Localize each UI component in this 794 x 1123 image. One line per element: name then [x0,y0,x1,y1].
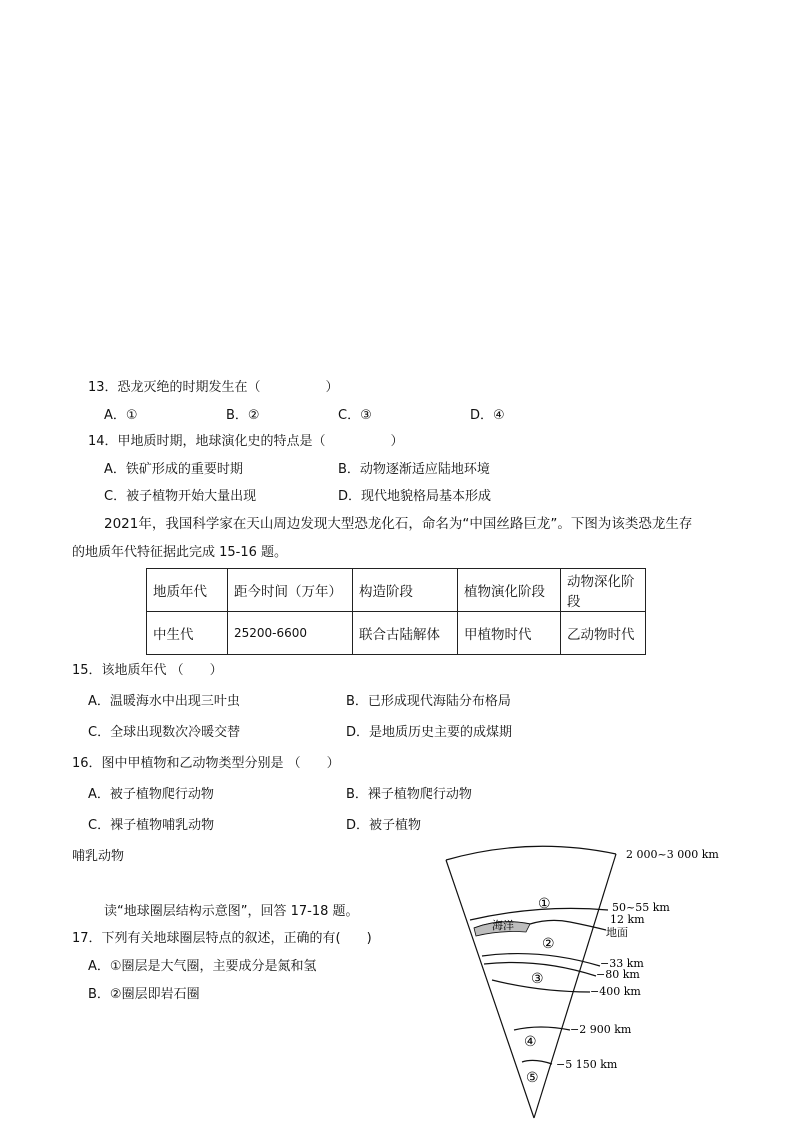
table-header-cell: 植物演化阶段 [458,569,561,612]
q13-option-b: B．② [226,408,260,423]
geologic-era-table [146,568,646,655]
table-cell: 中生代 [147,612,228,655]
q16-option-b: B．裸子植物爬行动物 [346,787,472,802]
q16-stem: 16．图中甲植物和乙动物类型分别是 （ ） [72,756,340,771]
q16-option-d-continuation: 哺乳动物 [72,849,125,864]
table-header-cell: 构造阶段 [353,569,458,612]
q16-option-d: D．被子植物 [346,818,422,833]
label-5150km: −5 150 km [556,1058,618,1071]
q13-stem: 13．恐龙灭绝的时期发生在（ ） [88,380,339,395]
label-ground: 地面 [606,926,628,939]
label-12km: 12 km [610,913,645,926]
table-header-cell: 距今时间（万年） [228,569,353,612]
q15-option-d: D．是地质历史主要的成煤期 [346,725,513,740]
layer-4-marker: ④ [524,1034,537,1050]
q14-option-b: B．动物逐渐适应陆地环境 [338,462,490,477]
q14-option-a: A．铁矿形成的重要时期 [104,462,243,477]
table-cell: 25200-6600 [228,612,353,655]
q16-option-a: A．被子植物爬行动物 [88,787,214,802]
layer-3-marker: ③ [531,971,544,987]
table-cell: 甲植物时代 [458,612,561,655]
label-33km: −33 km [600,957,644,970]
q17-stem: 17．下列有关地球圈层特点的叙述，正确的有( ) [72,931,372,946]
q15-option-a: A．温暖海水中出现三叶虫 [88,694,240,709]
table-header-row [147,569,646,612]
ocean-label: 海洋 [492,919,514,932]
label-400km: −400 km [590,985,641,998]
intro-line-1: 2021年，我国科学家在天山周边发现大型恐龙化石，命名为“中国丝路巨龙”。下图为该类恐龙生存 [104,516,693,532]
label-50-55km: 50~55 km [612,901,670,914]
label-2900km: −2 900 km [570,1023,632,1036]
q13-option-a: A．① [104,408,138,423]
intro-17-18: 读“地球圈层结构示意图”，回答 17-18 题。 [104,904,359,919]
fan-left-side [446,860,534,1118]
q15-option-c: C．全球出现数次冷暖交替 [88,725,241,740]
layer-1-marker: ① [538,896,551,912]
q14-option-d: D．现代地貌格局基本形成 [338,489,492,504]
layer-2-marker: ② [542,936,555,952]
q17-option-a: A．①圈层是大气圈，主要成分是氮和氢 [88,959,317,974]
q13-option-d: D．④ [470,408,505,423]
label-80km: −80 km [596,968,640,981]
q16-option-c: C．裸子植物哺乳动物 [88,818,215,833]
q13-option-c: C．③ [338,408,372,423]
q17-option-b: B．②圈层即岩石圈 [88,987,200,1002]
table-header-cell: 地质年代 [147,569,228,612]
table-row [147,612,646,655]
outer-arc [446,846,616,860]
layer-5-marker: ⑤ [526,1070,539,1086]
q14-stem: 14．甲地质时期，地球演化史的特点是（ ） [88,434,404,449]
table-cell: 联合古陆解体 [353,612,458,655]
table-header-cell: 动物深化阶段 [561,569,646,612]
intro-line-2: 的地质年代特征据此完成 15-16 题。 [72,545,288,560]
label-top: 2 000~3 000 km [626,848,719,861]
q15-option-b: B．已形成现代海陆分布格局 [346,694,511,709]
table-cell: 乙动物时代 [561,612,646,655]
boundary-5150km [522,1060,552,1064]
q15-stem: 15．该地质年代 （ ） [72,663,223,678]
earth-layers-diagram [430,840,730,1122]
q14-option-c: C．被子植物开始大量出现 [104,489,257,504]
